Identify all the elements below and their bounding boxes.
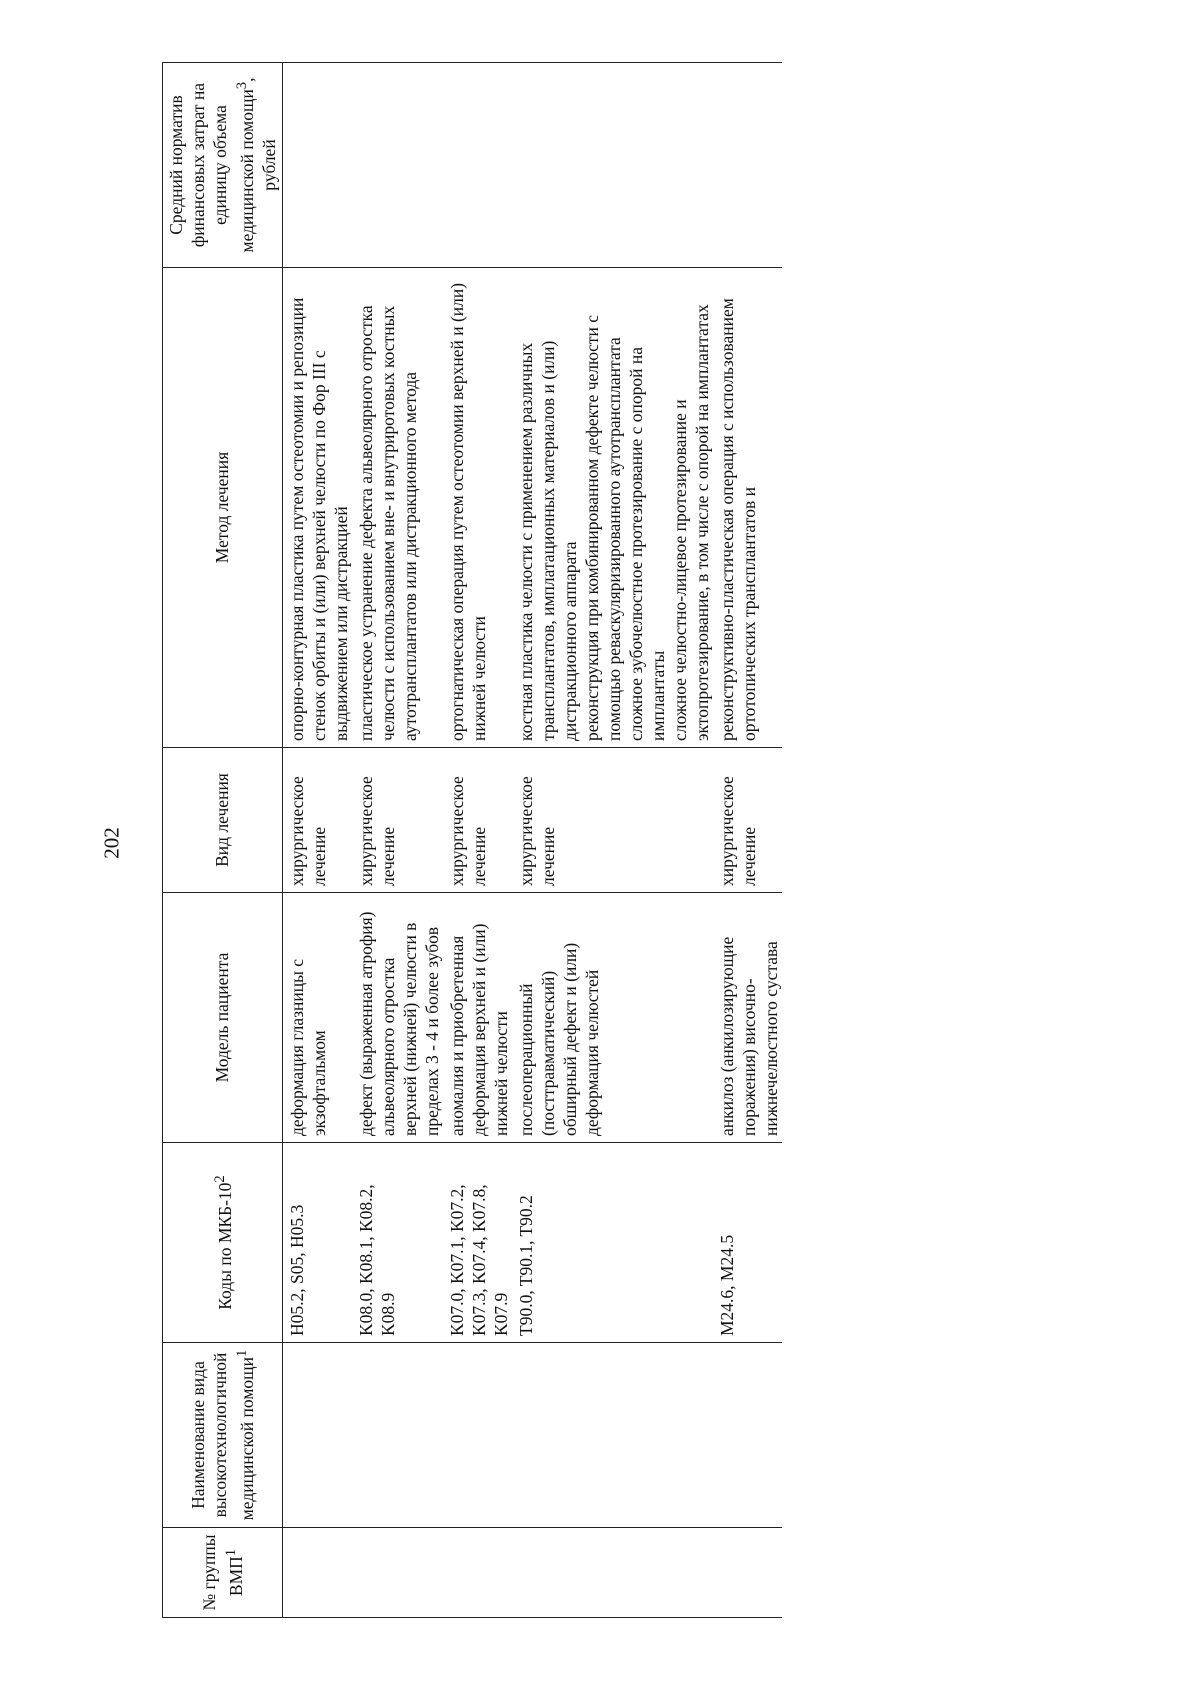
cell-cost [443, 63, 512, 268]
cell-type: хирургическое лечение [443, 748, 512, 893]
cell-name [352, 1343, 443, 1528]
method-item: реконструкция при комбинированном дефекте челюсти с помощью реваскуляризированного аутотрансплантата [581, 310, 624, 741]
table-row [282, 63, 352, 1618]
table-row [713, 63, 782, 1618]
cell-type: хирургическое лечение [713, 748, 782, 893]
cell-group [443, 1528, 512, 1618]
cell-cost [352, 63, 443, 268]
cell-cost [282, 63, 352, 268]
cell-type: хирургическое лечение [352, 748, 443, 893]
header-codes: Коды по МКБ-$10^2$ [163, 1143, 283, 1343]
cell-codes: M24.6, M24.5 [713, 1143, 782, 1343]
cell-group [512, 1528, 713, 1618]
method-item: реконструктивно-пластическая операция с использованием ортотопических трансплантатов и [716, 293, 759, 741]
header-row [163, 63, 283, 1618]
cell-codes: K08.0, K08.1, K08.2, K08.9 [352, 1143, 443, 1343]
header-name: Наименование вида высокотехнологичной медицинской помощи$^1$ [163, 1343, 283, 1528]
cell-group [282, 1528, 352, 1618]
table-row [352, 63, 443, 1618]
cell-method [443, 268, 512, 748]
cell-name [512, 1343, 713, 1528]
method-item: костная пластика челюсти с применением различных трансплантатов, имплатационных материалов и (или) дистракционного аппарата [515, 336, 580, 741]
page-number: 202 [99, 827, 124, 859]
cell-cost [713, 63, 782, 268]
cell-model: дефект (выраженная атрофия) альвеолярного отростка верхней (нижней) челюсти в пределах 3 - 4 и более зубов [352, 893, 443, 1143]
header-group: № группы ВМП$^1$ [163, 1528, 283, 1618]
cell-codes: T90.0, T90.1, T90.2 [512, 1143, 713, 1343]
cell-name [713, 1343, 782, 1528]
table-row [512, 63, 713, 1618]
vmp-table [162, 62, 782, 1618]
cell-type: хирургическое лечение [512, 748, 713, 893]
header-model: Модель пациента [163, 893, 283, 1143]
cell-name [282, 1343, 352, 1528]
header-method: Метод лечения [163, 268, 283, 748]
method-item: опорно-контурная пластика путем остеотомии и репозиции стенок орбиты и (или) верхней челюсти по Фор III с выдвижением или дистракцией [286, 293, 351, 741]
cell-model: аномалия и приобретенная деформация верхней и (или) нижней челюсти [443, 893, 512, 1143]
method-item: сложное зубочелюстное протезирование с опорой на имплантаты [625, 342, 668, 741]
header-cost: Средний норматив финансовых затрат на единицу объема медицинской помощи$^3$, рублей [163, 63, 283, 268]
cell-model: деформация глазницы с экзофтальмом [282, 893, 352, 1143]
cell-group [352, 1528, 443, 1618]
cell-method [512, 268, 713, 748]
cell-group [713, 1528, 782, 1618]
cell-model: послеоперационный (посттравматический) обширный дефект и (или) деформация челюстей [512, 893, 713, 1143]
cell-method [352, 268, 443, 748]
cell-codes: H05.2, S05, H05.3 [282, 1143, 352, 1343]
cell-name [443, 1343, 512, 1528]
cell-codes: K07.0, K07.1, K07.2, K07.3, K07.4, K07.8, K07.9 [443, 1143, 512, 1343]
cell-method [282, 268, 352, 748]
header-type: Вид лечения [163, 748, 283, 893]
table-row [443, 63, 512, 1618]
rotated-table-container [162, 63, 1200, 1618]
cell-method [713, 268, 782, 748]
cell-cost [512, 63, 713, 268]
cell-type: хирургическое лечение [282, 748, 352, 893]
method-item: пластическое устранение дефекта альвеолярного отростка челюсти с использованием вне- и внутриротовых костных аутотрансплантатов или дистракционного метода [355, 300, 420, 741]
method-item: сложное челюстно-лицевое протезирование и эктопротезирование, в том числе с опорой на имплантатах [669, 304, 712, 741]
method-item: ортогнатическая операция путем остеотомии верхней и (или) нижней челюсти [446, 278, 489, 741]
cell-model: анкилоз (анкилозирующие поражения) височно-нижнечелюстного сустава [713, 893, 782, 1143]
